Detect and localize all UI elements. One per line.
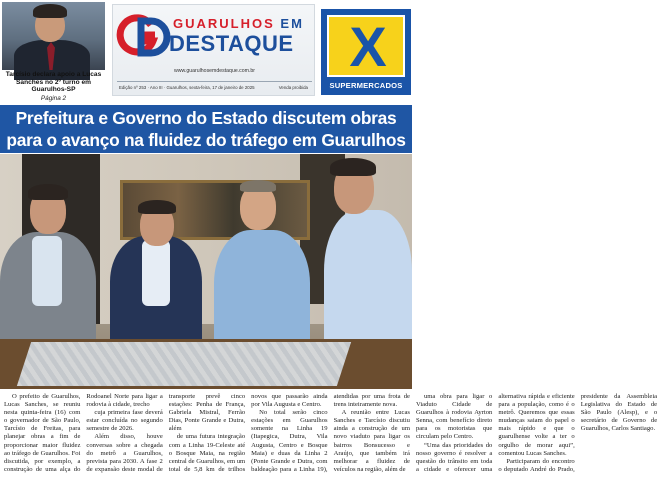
ad-x-icon: X (349, 15, 387, 78)
brand-name-main: DESTAQUE (169, 31, 294, 56)
headline-line-1: Prefeitura e Governo do Estado discutem obras (15, 108, 397, 128)
brand-name-top: GUARULHOS EM (173, 16, 304, 31)
ad-supermercados[interactable] (321, 9, 411, 95)
article-paragraph: Além disso, houve conversas sobre a chegada do metrô a Guarulhos, prevista para 2030. A fase 2 de expansão deste modal de transporte prevê cinco estações: Penha de França, Gabriela Mistral, Ferrão Dias, Ponte Grande e Dutra, além (86, 393, 246, 473)
promo-page-ref: Página 2 (40, 95, 67, 102)
ad-logo-box (327, 15, 405, 77)
project-map (17, 342, 351, 386)
article-paragraph: de uma futura integração com a Linha 19-Celeste até o Bosque Maia, na região central de Guarulhos, em um total de 5,8 km de trilhos novos que passarão ainda por Vila Augusta e Centro. (168, 393, 328, 473)
promo-photo[interactable] (2, 2, 105, 70)
article-paragraph: No total serão cinco estações em Guarulhos somente na Linha 19 (Itapegica, Dutra, Vila Augusta, Centro e Bosque Maia) e duas da Linha 2 (Ponte Grande e Dutra, com baldeação para a Linha 19), atendidas por uma frota de trens inteiramente nova. (251, 393, 410, 473)
masthead (112, 4, 315, 96)
article-paragraph: Participaram do encontro o deputado André do Prado, presidente da Assembleia Legislativa do Estado de São Paulo (Alesp), e o secretário de Governo de Guarulhos, Carlos Santiago. (498, 393, 657, 473)
promo-caption[interactable]: Tarcísio declara apoio a Lucas Sanches no 2º turno em Guarulhos-SP (5, 71, 102, 94)
article-paragraph: A reunião entre Lucas Sanches e Tarcísio discutiu ainda a construção de um novo viaduto para ligar os bairros Bonsucesso e Araújo, que também irá melhorar a fluidez de veículos na região, além de (333, 409, 410, 473)
masthead-divider (117, 81, 312, 82)
main-photo[interactable] (0, 154, 412, 389)
page-header (0, 0, 412, 104)
edition-info: Edição nº 253 · Ano III · Guarulhos, sexta-feira, 17 de janeiro de 2025 (119, 85, 255, 90)
article-paragraph: cuja primeira fase deverá estar concluída no segundo semestre de 2026. (86, 409, 163, 433)
brand-url[interactable]: www.guarulhosemdestaque.com.br (173, 68, 256, 74)
article-paragraph: O prefeito de Guarulhos, Lucas Sanches, se reuniu nesta quinta-feira (16) com o governador de São Paulo, Tarcísio de Freitas, para planejar obras a fim de proporcionar maior fluidez ao tráfego de Guarulhos. Foi discutida, por exemplo, a construção de uma alça do Rodoanel Norte para ligar a rodovia à cidade, trecho (4, 393, 163, 473)
logo-d-icon (137, 17, 171, 57)
headline-line-2: para o avanço na fluidez do tráfego em Guarulhos (6, 130, 406, 150)
ad-label: SUPERMERCADOS (329, 81, 403, 90)
article-body (4, 393, 657, 480)
article-paragraph: “Uma das prioridades do nosso governo é resolver a questão do trânsito em toda a cidade e oferecer uma alternativa rápida e eficiente para a população, como é o metrô. Queremos que essas mudanças saiam do papel o mais rápido e que o guarulhense volte a ter o orgulho de morar aqui”, comentou Lucas Sanches. (415, 393, 575, 473)
article-paragraph: uma obra para ligar o Viaduto Cidade de Guarulhos à rodovia Ayrton Senna, com benefício direto para os motoristas que circulam pelo Centro. (415, 393, 493, 441)
sale-notice: Venda proibida (278, 85, 308, 90)
headline[interactable] (4, 107, 408, 151)
